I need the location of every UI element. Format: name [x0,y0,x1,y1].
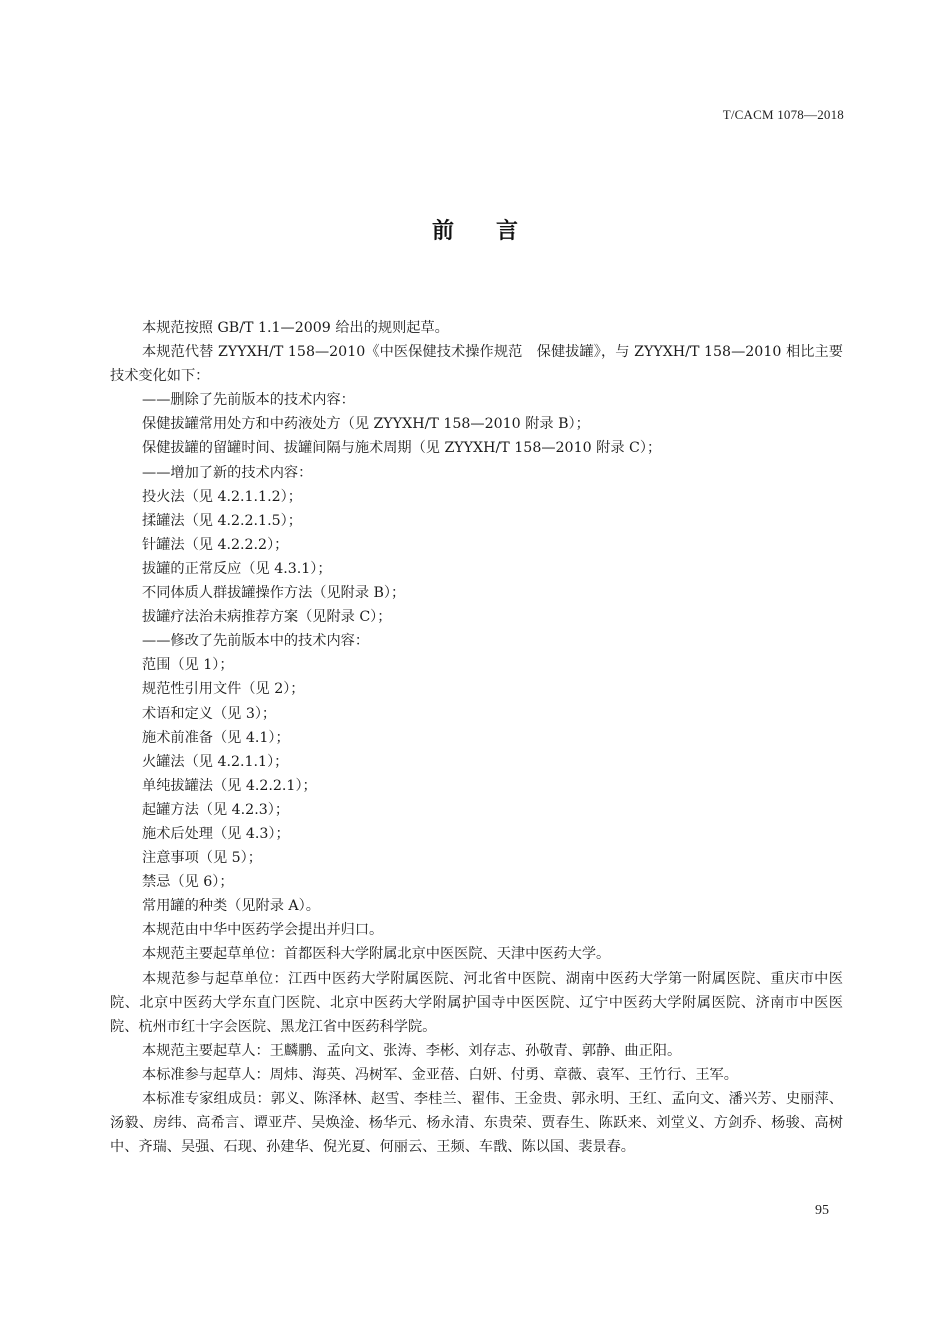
page-number: 95 [815,1203,829,1218]
paragraph: ——增加了新的技术内容： [142,464,313,481]
paragraph: 单纯拔罐法（见 4.2.2.1）； [142,777,317,794]
paragraph: 常用罐的种类（见附录 A）。 [142,898,320,915]
paragraph: 本规范按照 GB/T 1.1—2009 给出的规则起草。 [142,320,449,336]
paragraph: ——删除了先前版本的技术内容： [142,392,355,409]
paragraph: 不同体质人群拔罐操作方法（见附录 B）； [142,585,406,602]
paragraph: 注意事项（见 5）； [142,850,262,867]
paragraph: 拔罐疗法治未病推荐方案（见附录 C）； [142,609,392,626]
paragraph: 施术后处理（见 4.3）； [142,825,290,842]
document-code: T/CACM 1078—2018 [722,107,844,122]
paragraph: 本规范主要起草人：王麟鹏、孟向文、张涛、李彬、刘存志、孙敬青、郭静、曲正阳。 [142,1042,682,1059]
page-title: 前言 [431,219,560,244]
paragraph: ——修改了先前版本中的技术内容： [142,633,370,650]
paragraph: 火罐法（见 4.2.1.1）； [142,753,289,770]
paragraph: 揉罐法（见 4.2.2.1.5）； [142,512,302,529]
paragraph: 本标准专家组成员：郭义、陈泽林、赵雪、李桂兰、翟伟、王金贵、郭永明、王红、孟向文、潘兴芳、史丽萍、汤毅、房纬、高希言、谭亚芹、吴焕淦、杨华元、杨永清、东贵荣、贾春生、陈跃来、刘堂义、方剑乔、杨骏、高树中、齐瑞、吴强、石现、孙建华、倪光夏、何丽云、王频、车戬、陈以国、裴景春。 [110,1091,843,1156]
paragraph: 投火法（见 4.2.1.1.2）； [142,488,302,505]
paragraph: 本标准参与起草人：周炜、海英、冯树军、金亚蓓、白妍、付勇、章薇、袁军、王竹行、王军。 [142,1066,738,1083]
paragraph: 保健拔罐的留罐时间、拔罐间隔与施术周期（见 ZYYXH/T 158—2010 附录 C）； [142,440,662,457]
paragraph: 针罐法（见 4.2.2.2）； [142,536,289,553]
paragraph: 规范性引用文件（见 2）； [142,681,305,698]
paragraph: 保健拔罐常用处方和中药液处方（见 ZYYXH/T 158—2010 附录 B）； [142,416,590,433]
paragraph: 起罐方法（见 4.2.3）； [142,801,290,818]
paragraph: 施术前准备（见 4.1）； [142,729,290,746]
paragraph: 本规范代替 ZYYXH/T 158—2010《中医保健技术操作规范 保健拔罐》，与 ZYYXH/T 158—2010 相比主要技术变化如下： [110,344,843,385]
paragraph: 拔罐的正常反应（见 4.3.1）； [142,560,332,577]
foreword-body [110,316,843,1159]
paragraph: 本规范主要起草单位：首都医科大学附属北京中医医院、天津中医药大学。 [142,946,611,963]
paragraph: 禁忌（见 6）； [142,874,234,891]
paragraph: 本规范参与起草单位：江西中医药大学附属医院、河北省中医院、湖南中医药大学第一附属医院、重庆市中医院、北京中医药大学东直门医院、北京中医药大学附属护国寺中医医院、辽宁中医药大学附属医院、济南市中医医院、杭州市红十字会医院、黑龙江省中医药科学院。 [110,970,843,1035]
paragraph: 范围（见 1）； [142,657,234,674]
paragraph: 本规范由中华中医药学会提出并归口。 [142,922,384,939]
paragraph: 术语和定义（见 3）； [142,705,277,722]
